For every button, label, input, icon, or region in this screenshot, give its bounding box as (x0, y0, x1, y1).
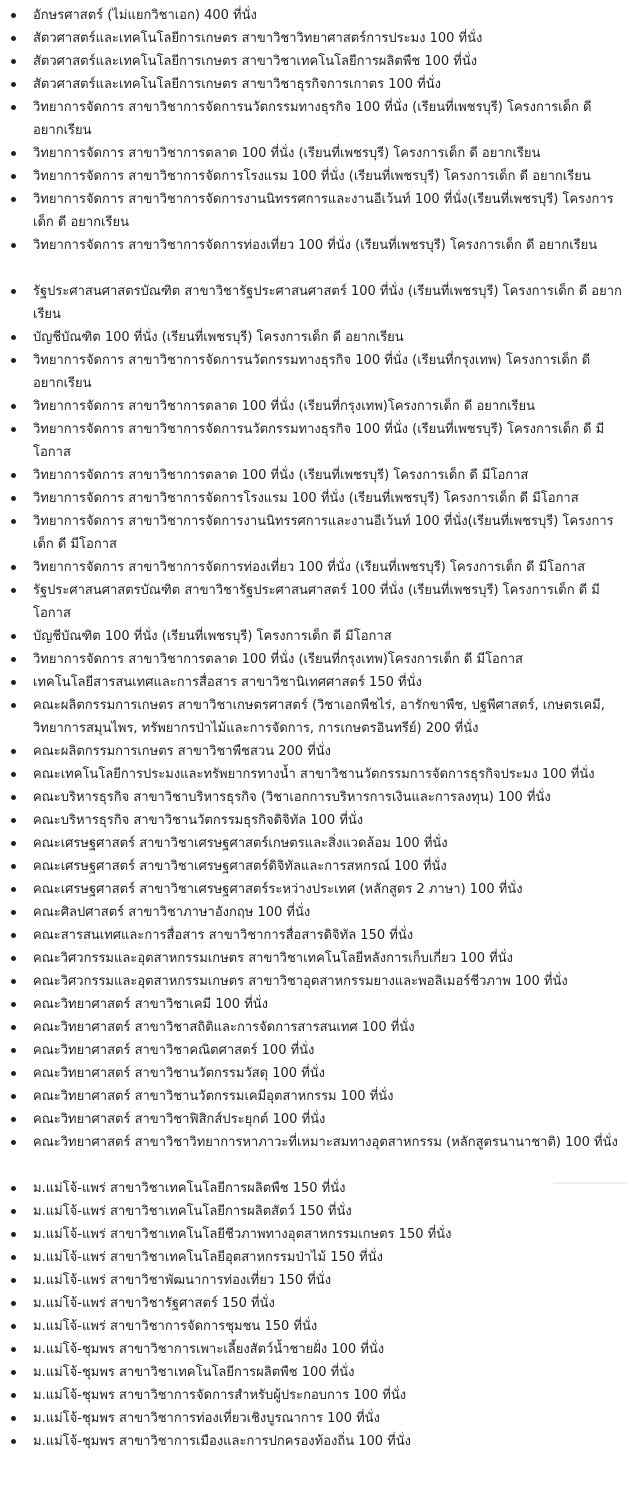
bullet-icon (11, 1439, 16, 1444)
bullet-icon (11, 565, 16, 570)
bullet-icon (11, 243, 16, 248)
list-item-text: วิทยาการจัดการ สาขาวิชาการจัดการนวัตกรรมทางธุรกิจ 100 ที่นั่ง (เรียนที่เพชรบุรี) โครงการเด็ก ดี อยากเรียน (33, 100, 592, 138)
list-item-text: สัตวศาสตร์และเทคโนโลยีการเกษตร สาขาวิชาเทคโนโลยีการผลิตพืช 100 ที่นั่ง (33, 54, 478, 69)
list-item (0, 1269, 639, 1292)
bullet-icon (11, 197, 16, 202)
list-item (0, 349, 639, 395)
list-item (0, 487, 639, 510)
list-item-text: คณะศิลปศาสตร์ สาขาวิชาภาษาอังกฤษ 100 ที่นั่ง (33, 905, 311, 920)
list-item (0, 27, 639, 50)
list-item-text: อักษรศาสตร์ (ไม่แยกวิชาเอก) 400 ที่นั่ง (33, 8, 257, 23)
list-item-text: ม.แม่โจ้-แพร่ สาขาวิชาการจัดการชุมชน 150 ที่นั่ง (33, 1319, 318, 1334)
bullet-icon (11, 588, 16, 593)
list-item-text: เทคโนโลยีสารสนเทศและการสื่อสาร สาขาวิชานิเทศศาสตร์ 150 ที่นั่ง (33, 675, 422, 690)
list-item (0, 50, 639, 73)
list-item-text: วิทยาการจัดการ สาขาวิชาการจัดการท่องเที่ยว 100 ที่นั่ง (เรียนที่เพชรบุรี) โครงการเด็ก ดี อยากเรียน (33, 238, 598, 253)
bullet-icon (11, 1393, 16, 1398)
list-item (0, 947, 639, 970)
bullet-icon (11, 1117, 16, 1122)
list-item (0, 1430, 639, 1453)
list-item-text: ม.แม่โจ้-แพร่ สาขาวิชารัฐศาสตร์ 150 ที่นั่ง (33, 1296, 275, 1311)
bullet-icon (11, 887, 16, 892)
list-item (0, 1315, 639, 1338)
list-item-text: ม.แม่โจ้-ชุมพร สาขาวิชาเทคโนโลยีการผลิตพืช 100 ที่นั่ง (33, 1365, 355, 1380)
list-item (0, 73, 639, 96)
list-item-text: ม.แม่โจ้-ชุมพร สาขาวิชาการเพาะเลี้ยงสัตว์น้ำชายฝั่ง 100 ที่นั่ง (33, 1342, 385, 1357)
list-item (0, 556, 639, 579)
list-item-text: คณะวิทยาศาสตร์ สาขาวิชาเคมี 100 ที่นั่ง (33, 997, 269, 1012)
list-item (0, 648, 639, 671)
bullet-icon (11, 13, 16, 18)
bullet-icon (11, 519, 16, 524)
list-item-text: วิทยาการจัดการ สาขาวิชาการตลาด 100 ที่นั่ง (เรียนที่เพชรบุรี) โครงการเด็ก ดี อยากเรียน (33, 146, 541, 161)
list-item-text: คณะเศรษฐศาสตร์ สาขาวิชาเศรษฐศาสตร์เกษตรและสิ่งแวดล้อม 100 ที่นั่ง (33, 836, 448, 851)
list-item-text: คณะวิศวกรรมและอุตสาหกรรมเกษตร สาขาวิชาเทคโนโลยีหลังการเก็บเกี่ยว 100 ที่นั่ง (33, 951, 513, 966)
list-item (0, 1407, 639, 1430)
list-item (0, 786, 639, 809)
list-item (0, 142, 639, 165)
list-item (0, 1016, 639, 1039)
bullet-icon (11, 473, 16, 478)
list-item-text: สัตวศาสตร์และเทคโนโลยีการเกษตร สาขาวิชาวิทยาศาสตร์การประมง 100 ที่นั่ง (33, 31, 483, 46)
bullet-icon (11, 1255, 16, 1260)
list-item (0, 832, 639, 855)
list-item-text: ม.แม่โจ้-ชุมพร สาขาวิชาการท่องเที่ยวเชิงบูรณาการ 100 ที่นั่ง (33, 1411, 380, 1426)
bullet-icon (11, 703, 16, 708)
bullet-icon (11, 956, 16, 961)
list-item-text: ม.แม่โจ้-ชุมพร สาขาวิชาการจัดการสำหรับผู้ประกอบการ 100 ที่นั่ง (33, 1388, 407, 1403)
list-item (0, 763, 639, 786)
list-item (0, 924, 639, 947)
bullet-icon (11, 634, 16, 639)
list-item (0, 4, 639, 27)
list-item (0, 1108, 639, 1131)
list-item-text: ม.แม่โจ้-แพร่ สาขาวิชาพัฒนาการท่องเที่ยว 150 ที่นั่ง (33, 1273, 332, 1288)
list-item (0, 878, 639, 901)
list-item-text: สัตวศาสตร์และเทคโนโลยีการเกษตร สาขาวิชาธุรกิจการเกาตร 100 ที่นั่ง (33, 77, 441, 92)
bullet-icon (11, 657, 16, 662)
bullet-icon (11, 1324, 16, 1329)
bullet-icon (11, 1347, 16, 1352)
list-item-text: วิทยาการจัดการ สาขาวิชาการจัดการท่องเที่ยว 100 ที่นั่ง (เรียนที่เพชรบุรี) โครงการเด็ก ดี มีโอกาส (33, 560, 586, 575)
list-item (0, 234, 639, 280)
list-item-text: รัฐประศาสนศาสตรบัณฑิต สาขาวิชารัฐประศาสนศาสตร์ 100 ที่นั่ง (เรียนที่เพชรบุรี) โครงการเด็ก ดี มีโอกาส (33, 583, 600, 621)
list-item-text: คณะวิทยาศาสตร์ สาขาวิชานวัตกรรมวัสดุ 100 ที่นั่ง (33, 1066, 326, 1081)
list-item-text: วิทยาการจัดการ สาขาวิชาการจัดการงานนิทรรศการและงานอีเว้นท์ 100 ที่นั่ง(เรียนที่เพชรบุรี) โครงการเด็ก ดี มีโอกาส (33, 514, 614, 552)
list-item (0, 326, 639, 349)
list-item-text: คณะวิทยาศาสตร์ สาขาวิชาวิทยาการหาภาวะที่เหมาะสมทางอุตสาหกรรม (หลักสูตรนานาชาติ) 100 ที่นั่ง (33, 1135, 618, 1150)
list-item (0, 625, 639, 648)
list-item-text: ม.แม่โจ้-ชุมพร สาขาวิชาการเมืองและการปกครองท้องถิ่น 100 ที่นั่ง (33, 1434, 411, 1449)
bullet-icon (11, 82, 16, 87)
list-item-text: ม.แม่โจ้-แพร่ สาขาวิชาเทคโนโลยีชีวภาพทางอุตสาหกรรมเกษตร 150 ที่นั่ง (33, 1227, 452, 1242)
list-item-text: คณะวิทยาศาสตร์ สาขาวิชาฟิสิกส์ประยุกต์ 100 ที่นั่ง (33, 1112, 326, 1127)
list-item-text: คณะบริหารธุรกิจ สาขาวิชานวัตกรรมธุรกิจดิจิทัล 100 ที่นั่ง (33, 813, 364, 828)
bullet-icon (11, 795, 16, 800)
list-item (0, 1361, 639, 1384)
bullet-icon (11, 1278, 16, 1283)
list-item (0, 1062, 639, 1085)
bullet-icon (11, 1025, 16, 1030)
list-item (0, 1384, 639, 1407)
list-item (0, 1177, 639, 1200)
list-item-text: วิทยาการจัดการ สาขาวิชาการจัดการนวัตกรรมทางธุรกิจ 100 ที่นั่ง (เรียนที่เพชรบุรี) โครงการเด็ก ดี มีโอกาส (33, 422, 605, 460)
bullet-icon (11, 105, 16, 110)
list-item-text: วิทยาการจัดการ สาขาวิชาการตลาด 100 ที่นั่ง (เรียนที่กรุงเทพ)โครงการเด็ก ดี มีโอกาส (33, 652, 523, 667)
list-item-text: วิทยาการจัดการ สาขาวิชาการจัดการงานนิทรรศการและงานอีเว้นท์ 100 ที่นั่ง(เรียนที่เพชรบุรี) โครงการเด็ก ดี อยากเรียน (33, 192, 614, 230)
list-item (0, 579, 639, 625)
list-item-text: คณะวิทยาศาสตร์ สาขาวิชานวัตกรรมเคมีอุตสาหกรรม 100 ที่นั่ง (33, 1089, 394, 1104)
bullet-icon (11, 404, 16, 409)
list-item-text: คณะผลิตกรรมการเกษตร สาขาวิชาพืชสวน 200 ที่นั่ง (33, 744, 332, 759)
bullet-icon (11, 1301, 16, 1306)
list-item (0, 1200, 639, 1223)
bullet-icon (11, 151, 16, 156)
list-item-text: คณะสารสนเทศและการสื่อสาร สาขาวิชาการสื่อสารดิจิทัล 150 ที่นั่ง (33, 928, 414, 943)
bullet-icon (11, 1094, 16, 1099)
bullet-icon (11, 1071, 16, 1076)
bullet-icon (11, 1140, 16, 1145)
list-item-text: คณะวิทยาศาสตร์ สาขาวิชาคณิตศาสตร์ 100 ที่นั่ง (33, 1043, 315, 1058)
bullet-icon (11, 910, 16, 915)
bullet-icon (11, 59, 16, 64)
bullet-icon (11, 36, 16, 41)
bullet-icon (11, 979, 16, 984)
list-item-text: บัญชีบัณฑิต 100 ที่นั่ง (เรียนที่เพชรบุรี) โครงการเด็ก ดี มีโอกาส (33, 629, 392, 644)
bullet-icon (11, 749, 16, 754)
list-item (0, 1085, 639, 1108)
list-item-text: วิทยาการจัดการ สาขาวิชาการจัดการนวัตกรรมทางธุรกิจ 100 ที่นั่ง (เรียนที่กรุงเทพ) โครงการเด็ก ดี อยากเรียน (33, 353, 591, 391)
list-item-text: คณะเศรษฐศาสตร์ สาขาวิชาเศรษฐศาสตร์ดิจิทัลและการสหกรณ์ 100 ที่นั่ง (33, 859, 447, 874)
list-item (0, 1131, 639, 1177)
list-item (0, 740, 639, 763)
list-item-text: ม.แม่โจ้-แพร่ สาขาวิชาเทคโนโลยีการผลิตสัตว์ 150 ที่นั่ง (33, 1204, 352, 1219)
list-item-text: คณะวิศวกรรมและอุตสาหกรรมเกษตร สาขาวิชาอุตสาหกรรมยางและพอลิเมอร์ชีวภาพ 100 ที่นั่ง (33, 974, 568, 989)
list-item-text: รัฐประศาสนศาสตรบัณฑิต สาขาวิชารัฐประศาสนศาสตร์ 100 ที่นั่ง (เรียนที่เพชรบุรี) โครงการเด็ก ดี อยากเรียน (33, 284, 622, 322)
list-item (0, 694, 639, 740)
bullet-icon (11, 358, 16, 363)
list-item (0, 1338, 639, 1361)
list-item (0, 1292, 639, 1315)
bullet-icon (11, 1186, 16, 1191)
bullet-icon (11, 335, 16, 340)
list-item (0, 993, 639, 1016)
list-item (0, 464, 639, 487)
bullet-icon (11, 1232, 16, 1237)
list-item-text: ม.แม่โจ้-แพร่ สาขาวิชาเทคโนโลยีการผลิตพืช 150 ที่นั่ง (33, 1181, 346, 1196)
list-item (0, 280, 639, 326)
list-item (0, 809, 639, 832)
list-item (0, 1039, 639, 1062)
list-item-text: บัญชีบัณฑิต 100 ที่นั่ง (เรียนที่เพชรบุรี) โครงการเด็ก ดี อยากเรียน (33, 330, 404, 345)
bullet-icon (11, 1048, 16, 1053)
list-item (0, 96, 639, 142)
list-item (0, 1246, 639, 1269)
list-item (0, 1223, 639, 1246)
bullet-icon (11, 174, 16, 179)
list-item (0, 855, 639, 878)
list-item-text: วิทยาการจัดการ สาขาวิชาการตลาด 100 ที่นั่ง (เรียนที่เพชรบุรี) โครงการเด็ก ดี มีโอกาส (33, 468, 529, 483)
bullet-icon (11, 1209, 16, 1214)
bullet-icon (11, 680, 16, 685)
bullet-icon (11, 864, 16, 869)
bullet-icon (11, 841, 16, 846)
list-item (0, 970, 639, 993)
list-item (0, 901, 639, 924)
bullet-icon (11, 1002, 16, 1007)
bullet-icon (11, 289, 16, 294)
list-item-text: คณะเศรษฐศาสตร์ สาขาวิชาเศรษฐศาสตร์ระหว่างประเทศ (หลักสูตร 2 ภาษา) 100 ที่นั่ง (33, 882, 523, 897)
list-item (0, 395, 639, 418)
list-item-text: คณะวิทยาศาสตร์ สาขาวิชาสถิติและการจัดการสารสนเทศ 100 ที่นั่ง (33, 1020, 415, 1035)
list-item (0, 188, 639, 234)
list-item (0, 418, 639, 464)
list-item-text: คณะเทคโนโลยีการประมงและทรัพยากรทางน้ำ สาขาวิชานวัตกรรมการจัดการธุรกิจประมง 100 ที่นั่ง (33, 767, 595, 782)
bullet-icon (11, 427, 16, 432)
bullet-icon (11, 1370, 16, 1375)
list-item-text: วิทยาการจัดการ สาขาวิชาการตลาด 100 ที่นั่ง (เรียนที่กรุงเทพ)โครงการเด็ก ดี อยากเรียน (33, 399, 536, 414)
list-item-text: ม.แม่โจ้-แพร่ สาขาวิชาเทคโนโลยีอุตสาหกรรมป่าไม้ 150 ที่นั่ง (33, 1250, 383, 1265)
list-item-text: คณะบริหารธุรกิจ สาขาวิชาบริหารธุรกิจ (วิชาเอกการบริหารการเงินและการลงทุน) 100 ที่นั่ง (33, 790, 551, 805)
list-item (0, 671, 639, 694)
divider (553, 1182, 627, 1184)
list-item (0, 165, 639, 188)
list-item-text: คณะผลิตกรรมการเกษตร สาขาวิชาเกษตรศาสตร์ (วิชาเอกพืชไร่, อารักขาพืช, ปฐพีศาสตร์, เกษตรเคมี, วิทยาการสมุนไพร, ทรัพยากรป่าไม้และการจัดการ, การเกษตรอินทรีย์) 200 ที่นั่ง (33, 698, 605, 736)
bullet-icon (11, 772, 16, 777)
bullet-icon (11, 933, 16, 938)
bullet-icon (11, 1416, 16, 1421)
bullet-icon (11, 496, 16, 501)
bullet-icon (11, 818, 16, 823)
list-item-text: วิทยาการจัดการ สาขาวิชาการจัดการโรงแรม 100 ที่นั่ง (เรียนที่เพชรบุรี) โครงการเด็ก ดี มีโอกาส (33, 491, 579, 506)
list-item-text: วิทยาการจัดการ สาขาวิชาการจัดการโรงแรม 100 ที่นั่ง (เรียนที่เพชรบุรี) โครงการเด็ก ดี อยากเรียน (33, 169, 591, 184)
list-item (0, 510, 639, 556)
